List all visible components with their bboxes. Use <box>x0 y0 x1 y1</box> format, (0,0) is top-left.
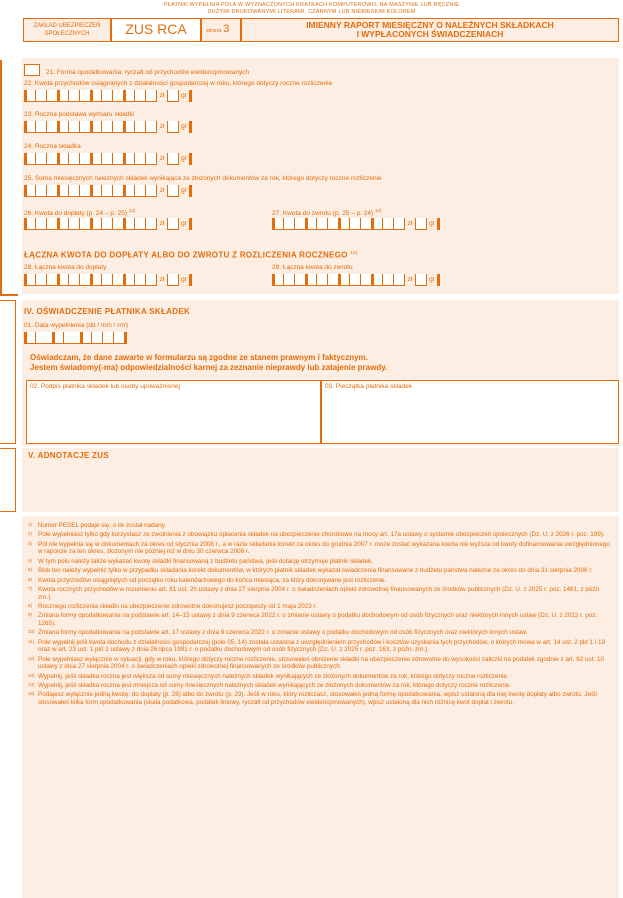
digit-cell[interactable] <box>360 218 371 230</box>
footnote-text: Pole wypełniasz tylko gdy korzystasz ze zwolnienia z obowiązku opłacenia składek na ubezpieczenie chorobowe na mocy art. 17a ustawy o systemie ubezpieczeń społecznych (Dz. U. z 2026 r. poz. 199). <box>38 531 605 539</box>
digit-cell[interactable] <box>101 185 112 197</box>
footnote-item <box>30 558 610 566</box>
institution-line2: SPOŁECZNYCH <box>44 31 90 37</box>
footnote-text: W tym polu należy także wykazać kwotę składki finansowaną z budżetu państwa, jeśli dotację otrzymuje płatnik składek. <box>38 557 373 565</box>
digit-cell[interactable] <box>35 121 46 133</box>
footnote-item <box>30 612 610 627</box>
footnote-number: 1) <box>28 522 33 527</box>
digit-cell[interactable] <box>316 274 327 286</box>
field-end-mark <box>124 332 127 344</box>
digit-cell[interactable] <box>167 185 178 197</box>
form-title-line1: IMIENNY RAPORT MIESIĘCZNY O NALEŻNYCH SKŁADKACH <box>306 20 554 30</box>
digit-cell[interactable] <box>167 121 178 133</box>
field-end-mark <box>189 90 192 102</box>
digit-cell[interactable] <box>167 274 178 286</box>
field-28-label: 28. Łączna kwota do dopłaty <box>24 264 107 271</box>
footnote-item <box>30 639 610 654</box>
declaration-line2: Jestem świadomy(-ma) odpowiedzialności karnej za zeznanie nieprawdy lub zatajenie prawdy. <box>30 363 388 372</box>
digit-cell[interactable] <box>112 218 123 230</box>
footnote-item <box>30 691 610 706</box>
field-23-amount[interactable] <box>24 121 192 133</box>
digit-cell[interactable] <box>35 153 46 165</box>
footnote-number: 11) <box>28 638 35 644</box>
digit-cell: gr <box>178 153 189 165</box>
signature-field[interactable] <box>26 380 321 444</box>
digit-cell[interactable] <box>91 332 102 344</box>
field-26-footnote-ref: 13) <box>128 208 136 213</box>
footnote-item <box>30 531 610 539</box>
field-end-mark <box>189 121 192 133</box>
footnote-number: 4) <box>28 557 33 563</box>
digit-cell[interactable] <box>24 332 35 344</box>
field-01-label: 01. Data wypełnienia (dd / mm / rrrr) <box>24 322 129 329</box>
header-instructions <box>0 2 623 16</box>
field-27-amount[interactable] <box>272 218 440 230</box>
digit-cell[interactable] <box>305 274 316 286</box>
digit-cell[interactable] <box>79 153 90 165</box>
digit-cell[interactable] <box>123 218 134 230</box>
digit-cell[interactable] <box>57 153 68 165</box>
field-29-amount[interactable] <box>272 274 440 286</box>
digit-cell[interactable] <box>57 218 68 230</box>
declaration-line1: Oświadczam, że dane zawarte w formularzu są zgodne ze stanem prawnym i faktycznym. <box>30 353 368 362</box>
digit-cell[interactable] <box>46 90 57 102</box>
digit-cell[interactable] <box>145 153 156 165</box>
form-code: ZUS RCA <box>111 18 201 42</box>
footnote-text: Zmiana formy opodatkowania na podstawie art. 14–15 ustawy z dnia 9 czerwca 2022 r. o zmianie ustawy o podatku dochodowym od osób fizycznych oraz niektórych innych ustaw (Dz. U. z 2022 r. poz. 1265). <box>38 612 598 627</box>
digit-cell[interactable] <box>327 274 338 286</box>
digit-cell[interactable] <box>46 185 57 197</box>
footnote-text: Podajesz wyłącznie jedną kwotę: do dopłaty (p. 28) albo do zwrotu (p. 29). Jeśli w roku, który rozliczasz, stosowałeś jedną formę opodatkowania, wpisz ustaloną dla niej kwotę dopłaty albo zwrotu. Jeśli stosowałeś kilka form opodatkowania (skala podatkowa, podatek liniowy, ryczałt od przychodów ewidencjonowanych), wpisz ustaloną dla nich różnicę kwot dopłat i zwrotu. <box>38 691 597 707</box>
section3-bracket <box>0 60 2 296</box>
digit-cell: zł <box>156 121 167 133</box>
digit-cell[interactable] <box>46 153 57 165</box>
digit-cell[interactable] <box>134 121 145 133</box>
digit-cell[interactable] <box>415 274 426 286</box>
header-instructions-line1: PŁATNIK WYPEŁNIA POLA W WYZNACZONYCH KRATKACH KOMPUTEROWO, NA MASZYNIE LUB RĘCZNIE <box>163 2 460 8</box>
digit-cell[interactable] <box>112 121 123 133</box>
footnote-text: Rocznego rozliczenia składki na ubezpieczenie zdrowotne dokonujesz począwszy od 1 maja 2023 r. <box>38 602 317 610</box>
digit-cell[interactable] <box>167 218 178 230</box>
digit-cell[interactable] <box>24 274 35 286</box>
digit-cell[interactable] <box>79 185 90 197</box>
footnote-item <box>30 586 610 601</box>
footnote-item <box>30 656 610 671</box>
section3-bracket-foot <box>0 294 18 296</box>
digit-cell[interactable] <box>123 90 134 102</box>
digit-cell[interactable] <box>167 153 178 165</box>
digit-cell[interactable] <box>294 274 305 286</box>
form-title <box>241 18 619 42</box>
digit-cell[interactable] <box>46 218 57 230</box>
digit-cell[interactable] <box>35 274 46 286</box>
footnote-text: Kwota rocznych przychodów w rozumieniu art. 81 ust. 2h ustawy z dnia 27 sierpnia 2004 r. o świadczeniach opieki zdrowotnej finansowanych ze środków publicznych (Dz. U. z 2025 r. poz. 1461, z późn. zm.). <box>38 585 601 601</box>
digit-cell[interactable] <box>382 218 393 230</box>
digit-cell[interactable] <box>46 274 57 286</box>
field-end-mark <box>189 185 192 197</box>
institution-box <box>23 18 111 42</box>
digit-cell[interactable] <box>90 218 101 230</box>
digit-cell[interactable] <box>134 185 145 197</box>
digit-cell[interactable] <box>57 121 68 133</box>
footnote-item <box>30 629 610 637</box>
digit-cell[interactable] <box>68 218 79 230</box>
digit-cell[interactable] <box>316 218 327 230</box>
institution-line1: ZAKŁAD UBEZPIECZEŃ <box>33 23 101 29</box>
footnote-text: Zmiana formy opodatkowania na podstawie art. 17 ustawy z dnia 9 czerwca 2022 r. o zmianie ustawy o podatku dochodowym od osób fizycznych oraz niektórych innych ustaw. <box>38 629 528 637</box>
digit-cell: zł <box>404 218 415 230</box>
digit-cell[interactable] <box>57 90 68 102</box>
digit-cell[interactable] <box>101 121 112 133</box>
digit-cell[interactable] <box>90 121 101 133</box>
footnote-text: Kwota przychodów osiągniętych od początku roku kalendarzowego do końca miesiąca, za który dokonywane jest rozliczenie. <box>38 576 387 584</box>
digit-cell[interactable] <box>52 332 63 344</box>
digit-cell[interactable] <box>145 90 156 102</box>
field-27-footnote-ref: 14) <box>374 208 382 213</box>
digit-cell[interactable] <box>113 332 124 344</box>
digit-cell: zł <box>156 153 167 165</box>
digit-cell[interactable] <box>338 274 349 286</box>
total-amount-heading <box>24 250 358 260</box>
section5-panel <box>22 448 619 512</box>
field-end-mark <box>437 274 440 286</box>
digit-cell[interactable] <box>283 274 294 286</box>
field-02-label: 02. Podpis płatnika składek lub osoby upoważnionej <box>30 383 180 390</box>
digit-cell[interactable] <box>145 185 156 197</box>
footnote-text: Wypełnij, jeśli składka roczna jest większa od sumy miesięcznych należnych składek wynikających ze złożonych dokumentów za rok, którego dotyczy roczne rozliczenie. <box>38 672 509 680</box>
total-amount-heading-text: ŁĄCZNA KWOTA DO DOPŁATY ALBO DO ZWROTU Z ROZLICZENIA ROCZNEGO <box>24 250 348 260</box>
digit-cell[interactable] <box>305 218 316 230</box>
digit-cell[interactable] <box>46 121 57 133</box>
digit-cell[interactable] <box>349 274 360 286</box>
footnote-item <box>30 603 610 611</box>
footnote-text: Numer PESEL podaje się, o ile został nadany. <box>38 522 167 529</box>
digit-cell: zł <box>156 90 167 102</box>
field-22-amount[interactable] <box>24 90 192 102</box>
footnote-number: 15) <box>28 691 35 697</box>
digit-cell[interactable] <box>338 218 349 230</box>
digit-cell: gr <box>178 185 189 197</box>
digit-cell: zł <box>404 274 415 286</box>
digit-cell[interactable] <box>68 90 79 102</box>
digit-cell[interactable] <box>327 218 338 230</box>
field-end-mark <box>189 153 192 165</box>
digit-cell[interactable] <box>57 274 68 286</box>
digit-cell[interactable] <box>393 218 404 230</box>
footnote-number: 3) <box>28 540 33 546</box>
form-title-line2: I WYPŁACONYCH ŚWIADCZENIACH <box>356 29 504 39</box>
digit-cell[interactable] <box>24 90 35 102</box>
footnote-text: Wypełnij, jeśli składka roczna jest mniejsza od sumy miesięcznych należnych składek wynikających ze złożonych dokumentów za rok, którego dotyczy roczne rozliczenie. <box>38 682 512 690</box>
digit-cell[interactable] <box>415 218 426 230</box>
field-end-mark <box>189 274 192 286</box>
digit-cell[interactable] <box>272 218 283 230</box>
field-01-date[interactable] <box>24 332 127 344</box>
field-26-label <box>24 208 135 217</box>
digit-cell[interactable] <box>145 274 156 286</box>
digit-cell[interactable] <box>90 90 101 102</box>
digit-cell[interactable] <box>68 121 79 133</box>
digit-cell[interactable] <box>134 153 145 165</box>
digit-cell[interactable] <box>272 274 283 286</box>
digit-cell[interactable] <box>35 218 46 230</box>
footnote-number: 7) <box>28 585 33 591</box>
page-label: strona <box>206 28 222 34</box>
digit-cell[interactable] <box>101 274 112 286</box>
field-21-label: 21. Forma opodatkowania: ryczałt od przychodów ewidencjonowanych <box>46 69 250 76</box>
digit-cell[interactable] <box>90 185 101 197</box>
digit-cell: gr <box>178 218 189 230</box>
field-21-checkbox[interactable] <box>24 64 40 76</box>
digit-cell[interactable] <box>79 90 90 102</box>
digit-cell[interactable] <box>294 218 305 230</box>
digit-cell[interactable] <box>101 153 112 165</box>
footnote-item <box>30 541 610 556</box>
field-28-amount[interactable] <box>24 274 192 286</box>
digit-cell[interactable] <box>24 185 35 197</box>
digit-cell[interactable] <box>134 218 145 230</box>
header-instructions-line2: DUŻYMI DRUKOWANYMI LITERAMI, CZARNYM LUB NIEBIESKIM KOLOREM <box>207 9 416 15</box>
digit-cell[interactable] <box>123 153 134 165</box>
digit-cell[interactable] <box>90 274 101 286</box>
digit-cell[interactable] <box>102 332 113 344</box>
digit-cell[interactable] <box>68 274 79 286</box>
digit-cell[interactable] <box>24 218 35 230</box>
digit-cell[interactable] <box>123 121 134 133</box>
digit-cell[interactable] <box>101 90 112 102</box>
digit-cell[interactable] <box>123 274 134 286</box>
digit-cell[interactable] <box>134 90 145 102</box>
footnote-number: 13) <box>28 672 35 678</box>
footnote-number: 6) <box>28 576 33 582</box>
digit-cell[interactable] <box>24 153 35 165</box>
digit-cell[interactable] <box>63 332 74 344</box>
footnote-number: 10) <box>28 629 35 635</box>
digit-cell[interactable] <box>145 218 156 230</box>
digit-cell[interactable] <box>80 332 91 344</box>
digit-cell[interactable] <box>24 121 35 133</box>
field-03-label: 03. Pieczątka płatnika składek <box>325 383 413 390</box>
digit-cell: gr <box>426 274 437 286</box>
declaration-text <box>30 353 387 373</box>
footnote-text: Pole wypełnij jeśli kwota dochodu z działalności gospodarczej (pole 05, 14) została ustalona z uwzględnieniem przychodów i kosztów uzyskania tych przychodów, o których mowa w art. 14 ust. 2 pkt 1 i 19 oraz w art. 23 ust. 1 pkt 1 ustawy z dnia 26 lipca 1991 r. o podatku dochodowym od osób fizycznych (Dz. U. z 2025 r. poz. 163, z późn. zm.). <box>38 638 606 654</box>
digit-cell: gr <box>178 274 189 286</box>
field-25-amount[interactable] <box>24 185 192 197</box>
digit-cell: zł <box>156 218 167 230</box>
digit-cell[interactable] <box>167 90 178 102</box>
field-24-label: 24. Roczna składka <box>24 143 81 150</box>
page-indicator <box>201 18 241 42</box>
digit-cell[interactable] <box>57 185 68 197</box>
footnote-item <box>30 567 610 575</box>
footnote-text: Pole wypełniasz wyłącznie w sytuacji, gdy w roku, którego dotyczy roczne rozliczenie, stosowałeś obniżenie składki na ubezpieczenie zdrowotne do wysokości zaliczki na podatek zgodnie z art. 82 ust. 10 ustawy z dnia 27 sierpnia 2004 r. o świadczeniach opieki zdrowotnej finansowanych ze środków publicznych. <box>38 655 604 671</box>
digit-cell[interactable] <box>68 153 79 165</box>
total-amount-footnote-ref: 15) <box>350 250 358 255</box>
footnote-number: 9) <box>28 612 33 618</box>
footnote-item <box>30 522 610 530</box>
digit-cell[interactable] <box>35 185 46 197</box>
digit-cell[interactable] <box>112 185 123 197</box>
field-25-label: 25. Suma miesięcznych należnych składek wynikająca ze złożonych dokumentów za rok, którego dotyczy roczne rozliczenie <box>24 175 382 182</box>
digit-cell[interactable] <box>35 90 46 102</box>
digit-cell[interactable] <box>371 218 382 230</box>
field-27-label <box>272 208 382 217</box>
digit-cell[interactable] <box>68 185 79 197</box>
digit-cell[interactable] <box>393 274 404 286</box>
digit-cell[interactable] <box>134 274 145 286</box>
digit-cell: gr <box>426 218 437 230</box>
page-number: 3 <box>223 23 230 35</box>
digit-cell[interactable] <box>79 274 90 286</box>
footnote-item <box>30 577 610 585</box>
digit-cell[interactable] <box>79 121 90 133</box>
digit-cell[interactable] <box>145 121 156 133</box>
footnote-number: 2) <box>28 531 33 537</box>
footnote-text: Blok ten należy wypełnić tylko w przypadku składania korekt dokumentów, w których płatnik składek wykazał świadczenia finansowane z budżetu państwa należne za okres do dnia 31 sierpnia 2006 r. <box>38 567 593 575</box>
digit-cell[interactable] <box>283 218 294 230</box>
digit-cell[interactable] <box>371 274 382 286</box>
digit-cell[interactable] <box>112 90 123 102</box>
digit-cell[interactable] <box>112 274 123 286</box>
section5-heading: V. ADNOTACJE ZUS <box>28 451 109 460</box>
footnote-number: 14) <box>28 682 35 688</box>
field-29-label: 29. Łączna kwota do zwrotu <box>272 264 353 271</box>
footnote-number: 5) <box>28 567 33 573</box>
digit-cell[interactable] <box>90 153 101 165</box>
digit-cell: zł <box>156 274 167 286</box>
section5-bracket <box>0 448 16 512</box>
digit-cell[interactable] <box>101 218 112 230</box>
field-23-label: 23. Roczna podstawa wymiaru składki <box>24 111 135 118</box>
field-24-amount[interactable] <box>24 153 192 165</box>
footnotes-list <box>30 522 610 708</box>
digit-cell[interactable] <box>360 274 371 286</box>
digit-cell[interactable] <box>382 274 393 286</box>
field-26-amount[interactable] <box>24 218 192 230</box>
footnote-text: Pól nie wypełnia się w dokumentach za okres od stycznia 2008 r., a w razie składania korekt za okres do grudnia 2007 r. może zostać wykazana kwota nie wyższa od kwoty dofinansowania uwzględnionego w raporcie za ten okres, złożonym nie później niż w dniu 30 czerwca 2008 r. <box>38 540 610 556</box>
digit-cell[interactable] <box>123 185 134 197</box>
section4-bracket <box>0 300 16 444</box>
field-27-text: 27. Kwota do zwrotu (p. 25 – p. 24) <box>272 210 374 218</box>
field-end-mark <box>437 218 440 230</box>
digit-cell[interactable] <box>79 218 90 230</box>
stamp-field[interactable] <box>321 380 619 444</box>
field-26-text: 26. Kwota do dopłaty (p. 24 – p. 25) <box>24 210 127 218</box>
field-22-label: 22. Kwota przychodów osiągniętych z działalności gospodarczej w roku, którego dotyczy roczne rozliczenie <box>24 80 333 87</box>
digit-cell[interactable] <box>35 332 46 344</box>
digit-cell[interactable] <box>349 218 360 230</box>
digit-cell[interactable] <box>112 153 123 165</box>
digit-cell: gr <box>178 90 189 102</box>
section4-heading: IV. OŚWIADCZENIE PŁATNIKA SKŁADEK <box>24 307 191 316</box>
footnote-item <box>30 682 610 690</box>
digit-cell: gr <box>178 121 189 133</box>
footnote-item <box>30 673 610 681</box>
digit-cell: zł <box>156 185 167 197</box>
field-end-mark <box>189 218 192 230</box>
footnote-number: 12) <box>28 655 35 661</box>
footnote-number: 8) <box>28 602 33 608</box>
